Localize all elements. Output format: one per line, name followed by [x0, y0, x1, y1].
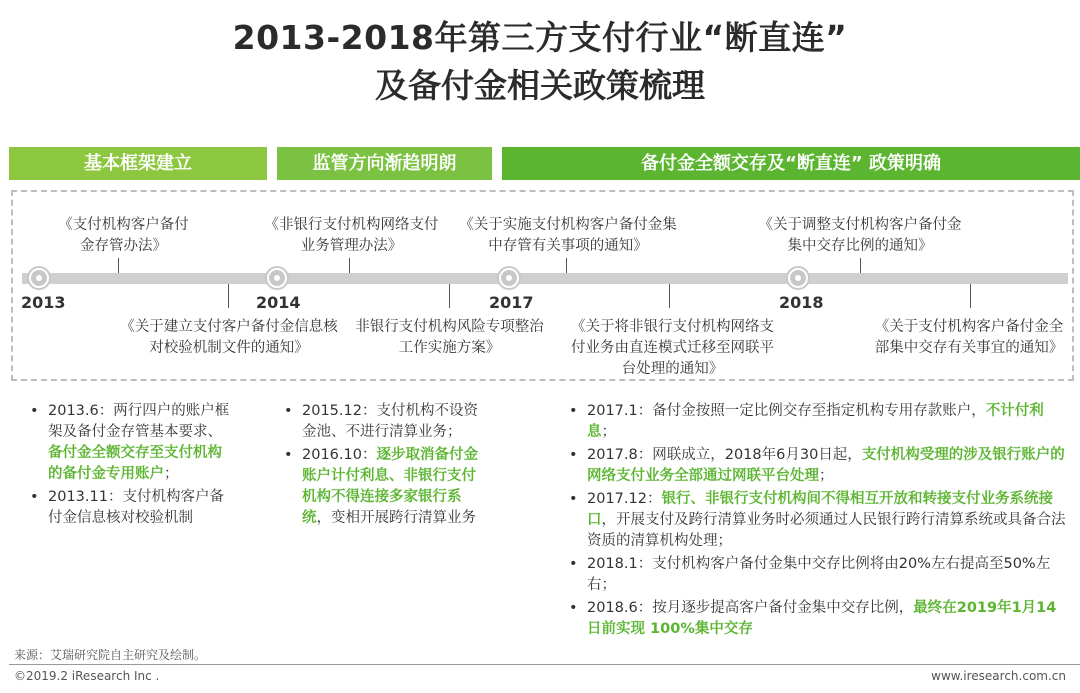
policy-item-2015-12: • 2015.12：支付机构不设资金池、不进行清算业务；	[280, 401, 478, 443]
timeline-bar	[22, 273, 1068, 284]
doc-bottom-2018: 《关于支付机构客户备付金全部集中交存有关事宜的通知》	[874, 319, 1064, 356]
policy-item-2017-1: • 2017.1：备付金按照一定比例交存至指定机构专用存款账户，不计付利息；	[565, 401, 1070, 443]
tick-bottom-3	[669, 284, 670, 308]
policy-item-2017-12: • 2017.12：银行、非银行支付机构间不得相互开放和转接支付业务系统接口，开展支付及跨行清算业务时必须通过人民银行跨行清算系统或具备合法资质的清算机构处理；	[565, 489, 1070, 552]
policy-list-2017-2018	[565, 401, 1070, 642]
policy-item-2016-10: • 2016.10：逐步取消备付金账户计付利息、非银行支付机构不得连接多家银行系统，变相开展跨行清算业务	[280, 445, 478, 529]
page-title-line2: 及备付金相关政策梳理	[375, 66, 705, 105]
doc-top-2017: 《关于实施支付机构客户备付金集中存管有关事项的通知》	[459, 217, 677, 254]
timeline-node-2017	[499, 268, 519, 288]
footer-divider	[9, 664, 1080, 665]
phase-band-2: 监管方向渐趋明朗	[277, 147, 492, 180]
tick-top-3	[566, 258, 567, 273]
page-title-line1: 2013-2018年第三方支付行业“断直连”	[232, 18, 848, 57]
tick-top-4	[860, 258, 861, 273]
policy-item-2013-6: • 2013.6：两行四户的账户框架及备付金存管基本要求、备付金全额交存至支付机构的备付金专用账户；	[26, 401, 234, 485]
policy-item-2013-11: • 2013.11：支付机构客户备付金信息核对校验机制	[26, 487, 234, 529]
doc-top-2018: 《关于调整支付机构客户备付金集中交存比例的通知》	[758, 217, 962, 254]
policy-list-2013	[26, 401, 234, 531]
tick-top-1	[118, 258, 119, 273]
website-link[interactable]: www.iresearch.com.cn	[931, 669, 1066, 683]
timeline-node-2018	[788, 268, 808, 288]
tick-bottom-2	[449, 284, 450, 308]
timeline-node-2013	[29, 268, 49, 288]
timeline-node-2014	[267, 268, 287, 288]
copyright: ©2019.2 iResearch Inc .	[14, 669, 160, 683]
doc-bottom-2014: 非银行支付机构风险专项整治工作实施方案》	[355, 319, 544, 356]
doc-top-2013: 《支付机构客户备付金存管办法》	[58, 217, 189, 254]
policy-list-2015-2016	[280, 401, 478, 531]
doc-bottom-2017: 《关于将非银行支付机构网络支付业务由直连模式迁移至网联平台处理的通知》	[571, 319, 774, 377]
tick-bottom-4	[970, 284, 971, 308]
phase-band-1: 基本框架建立	[9, 147, 267, 180]
policy-item-2018-6: • 2018.6：按月逐步提高客户备付金集中交存比例，最终在2019年1月14日前实现 100%集中交存	[565, 598, 1070, 640]
tick-top-2	[349, 258, 350, 273]
phase-band-3: 备付金全额交存及“断直连” 政策明确	[502, 147, 1080, 180]
year-label-2014: 2014	[256, 293, 301, 312]
doc-bottom-2013: 《关于建立支付客户备付金信息核对校验机制文件的通知》	[120, 319, 338, 356]
source-note: 来源：艾瑞研究院自主研究及绘制。	[14, 648, 207, 662]
policy-item-2018-1: • 2018.1：支付机构客户备付金集中交存比例将由20%左右提高至50%左右；	[565, 554, 1070, 596]
tick-bottom-1	[228, 284, 229, 308]
year-label-2013: 2013	[21, 293, 66, 312]
doc-top-2014: 《非银行支付机构网络支付业务管理办法》	[264, 217, 439, 254]
year-label-2018: 2018	[779, 293, 824, 312]
policy-item-2017-8: • 2017.8：网联成立，2018年6月30日起，支付机构受理的涉及银行账户的网络支付业务全部通过网联平台处理；	[565, 445, 1070, 487]
year-label-2017: 2017	[489, 293, 534, 312]
